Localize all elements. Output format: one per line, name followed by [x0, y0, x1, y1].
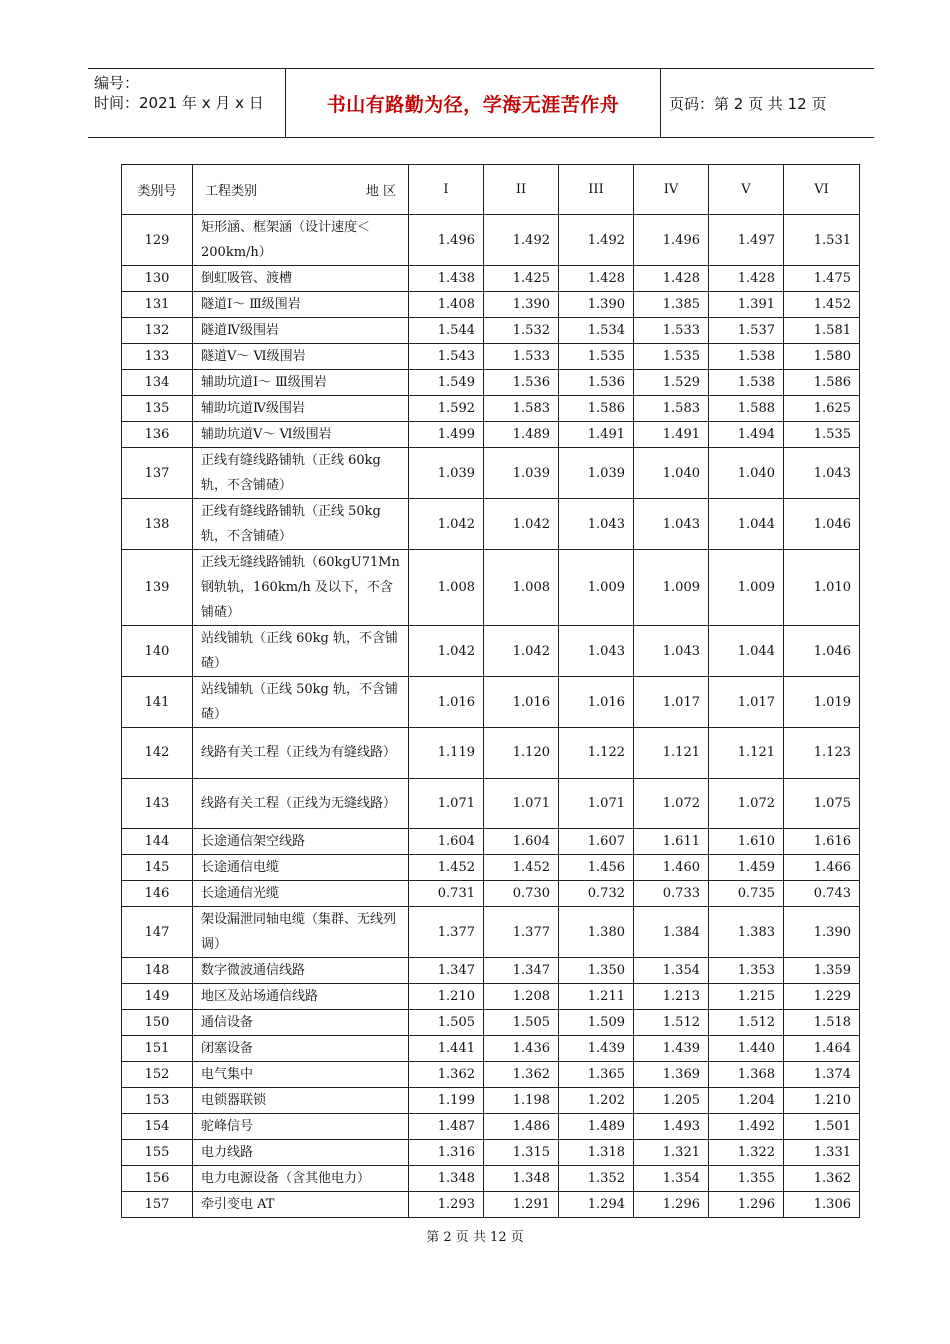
header-project-type — [193, 165, 409, 215]
region-3-value-cell: 1.428 — [559, 266, 634, 292]
region-3-value-cell: 1.380 — [559, 907, 634, 958]
project-type-cell: 正线无缝线路铺轨（60kgU71Mn 钢轨轨，160km/h 及以下，不含铺碴） — [193, 550, 409, 626]
region-5-value-cell: 1.588 — [709, 396, 784, 422]
table-row — [122, 318, 860, 344]
region-2-value-cell: 1.042 — [484, 499, 559, 550]
document-number-label: 编号： — [94, 74, 140, 92]
region-2-value-cell: 1.486 — [484, 1114, 559, 1140]
project-type-cell: 电力电源设备（含其他电力） — [193, 1166, 409, 1192]
category-id-cell: 131 — [122, 292, 193, 318]
project-type-cell: 电力线路 — [193, 1140, 409, 1166]
region-3-value-cell: 1.122 — [559, 728, 634, 779]
region-6-value-cell: 1.019 — [784, 677, 860, 728]
region-6-value-cell: 1.616 — [784, 829, 860, 855]
region-1-value-cell: 1.008 — [409, 550, 484, 626]
project-type-cell: 隧道Ⅴ～ Ⅵ级围岩 — [193, 344, 409, 370]
header-category-id: 类别号 — [122, 165, 193, 215]
region-6-value-cell: 1.359 — [784, 958, 860, 984]
region-3-value-cell: 1.016 — [559, 677, 634, 728]
region-4-value-cell: 1.213 — [634, 984, 709, 1010]
project-type-cell: 站线铺轨（正线 50kg 轨，不含铺碴） — [193, 677, 409, 728]
table-row — [122, 881, 860, 907]
region-2-value-cell: 1.536 — [484, 370, 559, 396]
region-4-value-cell: 0.733 — [634, 881, 709, 907]
region-5-value-cell: 1.072 — [709, 778, 784, 829]
category-id-cell: 154 — [122, 1114, 193, 1140]
header-region-4: IV — [634, 165, 709, 215]
region-1-value-cell: 1.543 — [409, 344, 484, 370]
project-type-cell: 牵引变电 AT — [193, 1192, 409, 1218]
region-5-value-cell: 1.459 — [709, 855, 784, 881]
region-5-value-cell: 1.538 — [709, 370, 784, 396]
table-row — [122, 422, 860, 448]
region-4-value-cell: 1.121 — [634, 728, 709, 779]
document-date-label: 时间：2021 年 x 月 x 日 — [94, 94, 264, 112]
region-6-value-cell: 1.464 — [784, 1036, 860, 1062]
region-3-value-cell: 1.536 — [559, 370, 634, 396]
region-4-value-cell: 1.369 — [634, 1062, 709, 1088]
region-6-value-cell: 1.046 — [784, 499, 860, 550]
region-1-value-cell: 1.441 — [409, 1036, 484, 1062]
table-row — [122, 728, 860, 779]
region-2-value-cell: 1.291 — [484, 1192, 559, 1218]
region-2-value-cell: 1.198 — [484, 1088, 559, 1114]
table-row — [122, 1062, 860, 1088]
region-6-value-cell: 1.501 — [784, 1114, 860, 1140]
region-3-value-cell: 1.492 — [559, 215, 634, 266]
table-row — [122, 829, 860, 855]
category-id-cell: 156 — [122, 1166, 193, 1192]
region-2-value-cell: 1.208 — [484, 984, 559, 1010]
region-5-value-cell: 1.494 — [709, 422, 784, 448]
project-type-cell: 长途通信架空线路 — [193, 829, 409, 855]
region-5-value-cell: 1.538 — [709, 344, 784, 370]
region-2-value-cell: 1.120 — [484, 728, 559, 779]
region-3-value-cell: 1.489 — [559, 1114, 634, 1140]
category-id-cell: 139 — [122, 550, 193, 626]
category-id-cell: 142 — [122, 728, 193, 779]
region-6-value-cell: 1.046 — [784, 626, 860, 677]
region-2-value-cell: 1.489 — [484, 422, 559, 448]
region-4-value-cell: 1.205 — [634, 1088, 709, 1114]
region-2-value-cell: 1.362 — [484, 1062, 559, 1088]
project-type-cell: 数字微波通信线路 — [193, 958, 409, 984]
project-type-cell: 线路有关工程（正线为无缝线路） — [193, 778, 409, 829]
category-id-cell: 134 — [122, 370, 193, 396]
region-3-value-cell: 1.211 — [559, 984, 634, 1010]
header-page-indicator: 页码：第 2 页 共 12 页 — [669, 94, 827, 113]
table-row — [122, 1192, 860, 1218]
region-5-value-cell: 1.440 — [709, 1036, 784, 1062]
category-id-cell: 137 — [122, 448, 193, 499]
region-1-value-cell: 1.438 — [409, 266, 484, 292]
region-5-value-cell: 1.204 — [709, 1088, 784, 1114]
region-1-value-cell: 1.496 — [409, 215, 484, 266]
region-6-value-cell: 1.580 — [784, 344, 860, 370]
region-6-value-cell: 1.390 — [784, 907, 860, 958]
table-row — [122, 1088, 860, 1114]
region-4-value-cell: 1.533 — [634, 318, 709, 344]
category-id-cell: 153 — [122, 1088, 193, 1114]
region-4-value-cell: 1.439 — [634, 1036, 709, 1062]
header-meta — [88, 69, 286, 137]
region-1-value-cell: 1.549 — [409, 370, 484, 396]
table-row — [122, 1114, 860, 1140]
region-5-value-cell: 1.355 — [709, 1166, 784, 1192]
project-type-cell: 长途通信电缆 — [193, 855, 409, 881]
region-5-value-cell: 1.512 — [709, 1010, 784, 1036]
category-id-cell: 130 — [122, 266, 193, 292]
region-5-value-cell: 1.353 — [709, 958, 784, 984]
project-type-cell: 站线铺轨（正线 60kg 轨，不含铺碴） — [193, 626, 409, 677]
region-3-value-cell: 1.043 — [559, 626, 634, 677]
region-6-value-cell: 1.452 — [784, 292, 860, 318]
region-4-value-cell: 1.428 — [634, 266, 709, 292]
project-type-cell: 倒虹吸管、渡槽 — [193, 266, 409, 292]
region-4-value-cell: 1.535 — [634, 344, 709, 370]
category-id-cell: 151 — [122, 1036, 193, 1062]
region-3-value-cell: 1.350 — [559, 958, 634, 984]
region-6-value-cell: 1.010 — [784, 550, 860, 626]
header-region-label: 地 区 — [365, 184, 396, 199]
region-1-value-cell: 1.408 — [409, 292, 484, 318]
project-type-cell: 正线有缝线路铺轨（正线 60kg 轨，不含铺碴） — [193, 448, 409, 499]
region-5-value-cell: 1.009 — [709, 550, 784, 626]
region-1-value-cell: 1.293 — [409, 1192, 484, 1218]
region-6-value-cell: 1.625 — [784, 396, 860, 422]
region-4-value-cell: 1.583 — [634, 396, 709, 422]
region-3-value-cell: 1.534 — [559, 318, 634, 344]
region-2-value-cell: 1.583 — [484, 396, 559, 422]
region-2-value-cell: 1.505 — [484, 1010, 559, 1036]
region-5-value-cell: 1.368 — [709, 1062, 784, 1088]
region-3-value-cell: 1.365 — [559, 1062, 634, 1088]
region-2-value-cell: 1.016 — [484, 677, 559, 728]
region-6-value-cell: 1.123 — [784, 728, 860, 779]
region-2-value-cell: 1.042 — [484, 626, 559, 677]
region-4-value-cell: 1.384 — [634, 907, 709, 958]
region-4-value-cell: 1.460 — [634, 855, 709, 881]
region-4-value-cell: 1.354 — [634, 958, 709, 984]
region-2-value-cell: 1.039 — [484, 448, 559, 499]
category-id-cell: 149 — [122, 984, 193, 1010]
region-3-value-cell: 1.607 — [559, 829, 634, 855]
region-1-value-cell: 1.347 — [409, 958, 484, 984]
project-type-cell: 通信设备 — [193, 1010, 409, 1036]
region-6-value-cell: 1.466 — [784, 855, 860, 881]
table-row — [122, 778, 860, 829]
table-row — [122, 855, 860, 881]
region-4-value-cell: 1.321 — [634, 1140, 709, 1166]
region-2-value-cell: 1.390 — [484, 292, 559, 318]
region-2-value-cell: 1.315 — [484, 1140, 559, 1166]
project-type-cell: 驼峰信号 — [193, 1114, 409, 1140]
region-6-value-cell: 1.535 — [784, 422, 860, 448]
region-3-value-cell: 1.202 — [559, 1088, 634, 1114]
region-1-value-cell: 1.505 — [409, 1010, 484, 1036]
region-1-value-cell: 1.119 — [409, 728, 484, 779]
category-id-cell: 129 — [122, 215, 193, 266]
region-5-value-cell: 1.040 — [709, 448, 784, 499]
region-4-value-cell: 1.354 — [634, 1166, 709, 1192]
region-1-value-cell: 0.731 — [409, 881, 484, 907]
table-row — [122, 215, 860, 266]
region-1-value-cell: 1.604 — [409, 829, 484, 855]
header-region-2: II — [484, 165, 559, 215]
region-3-value-cell: 1.439 — [559, 1036, 634, 1062]
region-2-value-cell: 1.071 — [484, 778, 559, 829]
project-type-cell: 隧道Ⅳ级围岩 — [193, 318, 409, 344]
region-1-value-cell: 1.042 — [409, 626, 484, 677]
table-row — [122, 396, 860, 422]
table-row — [122, 907, 860, 958]
region-4-value-cell: 1.611 — [634, 829, 709, 855]
region-6-value-cell: 1.210 — [784, 1088, 860, 1114]
table-row — [122, 626, 860, 677]
project-type-cell: 线路有关工程（正线为有缝线路） — [193, 728, 409, 779]
header-region-6: VI — [784, 165, 860, 215]
category-id-cell: 157 — [122, 1192, 193, 1218]
region-6-value-cell: 0.743 — [784, 881, 860, 907]
category-id-cell: 140 — [122, 626, 193, 677]
project-type-cell: 隧道Ⅰ～ Ⅲ级围岩 — [193, 292, 409, 318]
region-6-value-cell: 1.374 — [784, 1062, 860, 1088]
region-1-value-cell: 1.544 — [409, 318, 484, 344]
region-5-value-cell: 1.044 — [709, 626, 784, 677]
region-6-value-cell: 1.331 — [784, 1140, 860, 1166]
region-2-value-cell: 1.436 — [484, 1036, 559, 1062]
region-3-value-cell: 0.732 — [559, 881, 634, 907]
region-5-value-cell: 1.497 — [709, 215, 784, 266]
table-header-row — [122, 165, 860, 215]
region-3-value-cell: 1.586 — [559, 396, 634, 422]
region-4-value-cell: 1.529 — [634, 370, 709, 396]
region-5-value-cell: 1.322 — [709, 1140, 784, 1166]
project-type-cell: 长途通信光缆 — [193, 881, 409, 907]
region-5-value-cell: 1.610 — [709, 829, 784, 855]
region-4-value-cell: 1.496 — [634, 215, 709, 266]
table-row — [122, 1140, 860, 1166]
region-3-value-cell: 1.491 — [559, 422, 634, 448]
region-4-value-cell: 1.017 — [634, 677, 709, 728]
page-header — [88, 68, 874, 138]
category-id-cell: 136 — [122, 422, 193, 448]
table-row — [122, 1036, 860, 1062]
region-4-value-cell: 1.040 — [634, 448, 709, 499]
region-6-value-cell: 1.229 — [784, 984, 860, 1010]
region-3-value-cell: 1.043 — [559, 499, 634, 550]
region-6-value-cell: 1.362 — [784, 1166, 860, 1192]
region-6-value-cell: 1.586 — [784, 370, 860, 396]
region-5-value-cell: 1.296 — [709, 1192, 784, 1218]
region-3-value-cell: 1.352 — [559, 1166, 634, 1192]
table-row — [122, 499, 860, 550]
region-1-value-cell: 1.016 — [409, 677, 484, 728]
table-row — [122, 448, 860, 499]
project-type-cell: 架设漏泄同轴电缆（集群、无线列调） — [193, 907, 409, 958]
region-5-value-cell: 1.537 — [709, 318, 784, 344]
region-1-value-cell: 1.499 — [409, 422, 484, 448]
project-type-cell: 闭塞设备 — [193, 1036, 409, 1062]
table-row — [122, 677, 860, 728]
region-2-value-cell: 0.730 — [484, 881, 559, 907]
region-5-value-cell: 1.428 — [709, 266, 784, 292]
category-id-cell: 152 — [122, 1062, 193, 1088]
project-type-cell: 矩形涵、框架涵（设计速度＜200km/h） — [193, 215, 409, 266]
page-footer: 第 2 页 共 12 页 — [426, 1230, 524, 1245]
table-row — [122, 344, 860, 370]
region-4-value-cell: 1.512 — [634, 1010, 709, 1036]
region-3-value-cell: 1.039 — [559, 448, 634, 499]
region-4-value-cell: 1.385 — [634, 292, 709, 318]
region-2-value-cell: 1.008 — [484, 550, 559, 626]
region-1-value-cell: 1.362 — [409, 1062, 484, 1088]
region-2-value-cell: 1.452 — [484, 855, 559, 881]
coefficient-table — [121, 164, 860, 1218]
header-region-3: III — [559, 165, 634, 215]
region-6-value-cell: 1.581 — [784, 318, 860, 344]
region-3-value-cell: 1.390 — [559, 292, 634, 318]
region-5-value-cell: 1.215 — [709, 984, 784, 1010]
region-1-value-cell: 1.210 — [409, 984, 484, 1010]
region-1-value-cell: 1.452 — [409, 855, 484, 881]
table-row — [122, 370, 860, 396]
region-1-value-cell: 1.377 — [409, 907, 484, 958]
region-5-value-cell: 1.017 — [709, 677, 784, 728]
project-type-cell: 电锁器联锁 — [193, 1088, 409, 1114]
region-6-value-cell: 1.043 — [784, 448, 860, 499]
category-id-cell: 146 — [122, 881, 193, 907]
project-type-cell: 电气集中 — [193, 1062, 409, 1088]
region-4-value-cell: 1.072 — [634, 778, 709, 829]
region-5-value-cell: 1.391 — [709, 292, 784, 318]
region-6-value-cell: 1.306 — [784, 1192, 860, 1218]
category-id-cell: 132 — [122, 318, 193, 344]
region-1-value-cell: 1.039 — [409, 448, 484, 499]
region-3-value-cell: 1.071 — [559, 778, 634, 829]
category-id-cell: 155 — [122, 1140, 193, 1166]
region-3-value-cell: 1.009 — [559, 550, 634, 626]
region-1-value-cell: 1.487 — [409, 1114, 484, 1140]
table-body — [122, 215, 860, 1218]
region-2-value-cell: 1.533 — [484, 344, 559, 370]
project-type-cell: 正线有缝线路铺轨（正线 50kg 轨，不含铺碴） — [193, 499, 409, 550]
region-6-value-cell: 1.075 — [784, 778, 860, 829]
region-4-value-cell: 1.009 — [634, 550, 709, 626]
region-3-value-cell: 1.294 — [559, 1192, 634, 1218]
region-2-value-cell: 1.604 — [484, 829, 559, 855]
table-row — [122, 550, 860, 626]
region-5-value-cell: 0.735 — [709, 881, 784, 907]
header-motto: 书山有路勤为径，学海无涯苦作舟 — [286, 69, 661, 137]
project-type-cell: 地区及站场通信线路 — [193, 984, 409, 1010]
project-type-cell: 辅助坑道Ⅴ～ Ⅵ级围岩 — [193, 422, 409, 448]
category-id-cell: 147 — [122, 907, 193, 958]
category-id-cell: 133 — [122, 344, 193, 370]
region-1-value-cell: 1.199 — [409, 1088, 484, 1114]
region-4-value-cell: 1.043 — [634, 626, 709, 677]
category-id-cell: 145 — [122, 855, 193, 881]
region-2-value-cell: 1.532 — [484, 318, 559, 344]
header-project-type-label: 工程类别 — [205, 184, 258, 199]
region-4-value-cell: 1.043 — [634, 499, 709, 550]
region-3-value-cell: 1.456 — [559, 855, 634, 881]
header-region-1: I — [409, 165, 484, 215]
header-region-5: V — [709, 165, 784, 215]
table-row — [122, 984, 860, 1010]
table-row — [122, 958, 860, 984]
category-id-cell: 143 — [122, 778, 193, 829]
region-5-value-cell: 1.044 — [709, 499, 784, 550]
category-id-cell: 135 — [122, 396, 193, 422]
region-4-value-cell: 1.296 — [634, 1192, 709, 1218]
region-3-value-cell: 1.318 — [559, 1140, 634, 1166]
region-1-value-cell: 1.348 — [409, 1166, 484, 1192]
region-4-value-cell: 1.493 — [634, 1114, 709, 1140]
region-2-value-cell: 1.377 — [484, 907, 559, 958]
category-id-cell: 141 — [122, 677, 193, 728]
table-row — [122, 292, 860, 318]
category-id-cell: 148 — [122, 958, 193, 984]
category-id-cell: 144 — [122, 829, 193, 855]
region-1-value-cell: 1.071 — [409, 778, 484, 829]
region-5-value-cell: 1.492 — [709, 1114, 784, 1140]
region-6-value-cell: 1.475 — [784, 266, 860, 292]
region-1-value-cell: 1.592 — [409, 396, 484, 422]
region-1-value-cell: 1.316 — [409, 1140, 484, 1166]
region-6-value-cell: 1.531 — [784, 215, 860, 266]
category-id-cell: 138 — [122, 499, 193, 550]
region-2-value-cell: 1.425 — [484, 266, 559, 292]
region-3-value-cell: 1.535 — [559, 344, 634, 370]
category-id-cell: 150 — [122, 1010, 193, 1036]
region-1-value-cell: 1.042 — [409, 499, 484, 550]
region-6-value-cell: 1.518 — [784, 1010, 860, 1036]
region-4-value-cell: 1.491 — [634, 422, 709, 448]
project-type-cell: 辅助坑道Ⅳ级围岩 — [193, 396, 409, 422]
region-2-value-cell: 1.347 — [484, 958, 559, 984]
region-5-value-cell: 1.383 — [709, 907, 784, 958]
region-5-value-cell: 1.121 — [709, 728, 784, 779]
region-2-value-cell: 1.492 — [484, 215, 559, 266]
region-3-value-cell: 1.509 — [559, 1010, 634, 1036]
region-2-value-cell: 1.348 — [484, 1166, 559, 1192]
project-type-cell: 辅助坑道Ⅰ～ Ⅲ级围岩 — [193, 370, 409, 396]
table-row — [122, 1166, 860, 1192]
table-row — [122, 1010, 860, 1036]
table-row — [122, 266, 860, 292]
